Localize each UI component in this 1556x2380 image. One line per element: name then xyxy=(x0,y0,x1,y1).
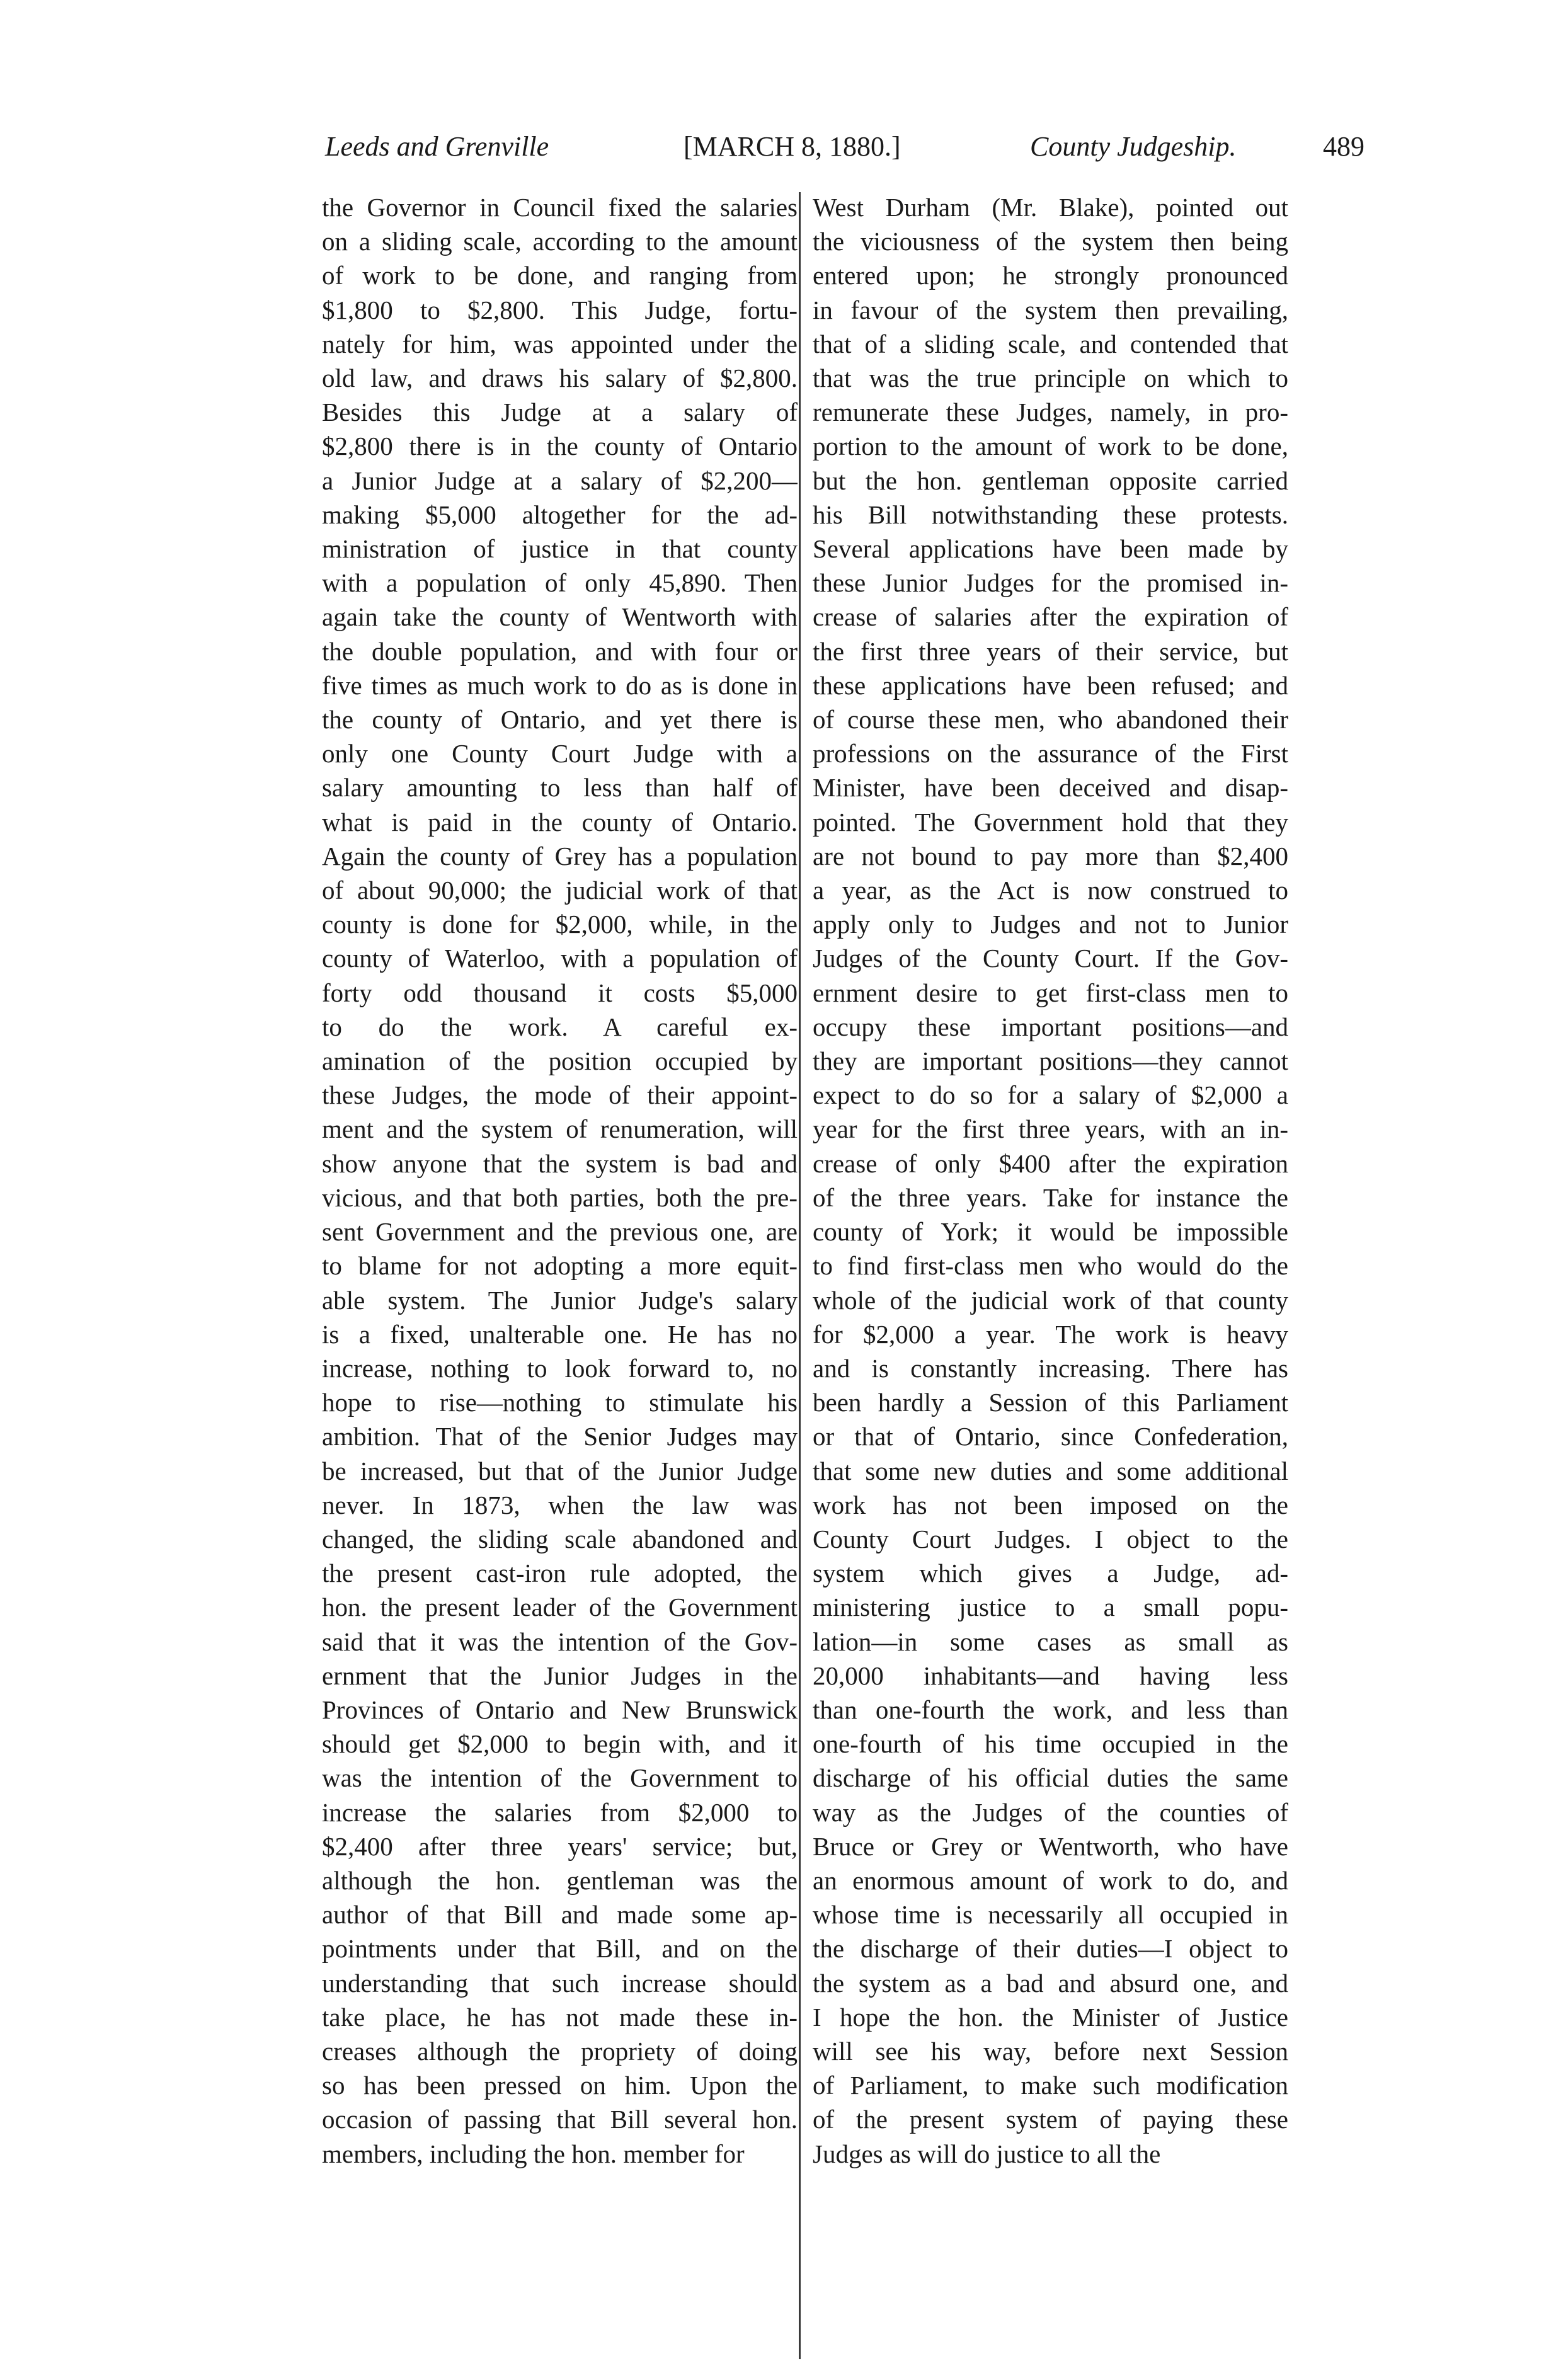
text-line: should get $2,000 to begin with, and it xyxy=(322,1729,798,1759)
text-line: the discharge of their duties—I object to xyxy=(813,1934,1288,1964)
page-number: 489 xyxy=(1323,131,1364,162)
text-line: ambition. That of the Senior Judges may xyxy=(322,1422,798,1451)
text-line: the first three years of their service, but xyxy=(813,636,1288,666)
text-line: making $5,000 altogether for the ad- xyxy=(322,500,798,529)
text-line: for $2,000 a year. The work is heavy xyxy=(813,1319,1288,1349)
text-line: 20,000 inhabitants—and having less xyxy=(813,1661,1288,1690)
text-line: so has been pressed on him. Upon the xyxy=(322,2071,798,2100)
text-line: pointed. The Government hold that they xyxy=(813,807,1288,837)
text-line: whole of the judicial work of that county xyxy=(813,1285,1288,1315)
text-line: author of that Bill and made some ap- xyxy=(322,1900,798,1930)
text-line: of work to be done, and ranging from xyxy=(322,261,798,290)
text-line: and is constantly increasing. There has xyxy=(813,1353,1288,1383)
text-line: hon. the present leader of the Government xyxy=(322,1593,798,1622)
text-line: of Parliament, to make such modification xyxy=(813,2071,1288,2100)
text-line: the county of Ontario, and yet there is xyxy=(322,705,798,735)
column-divider xyxy=(799,192,801,2359)
text-line: is a fixed, unalterable one. He has no xyxy=(322,1319,798,1349)
text-line: of the present system of paying these xyxy=(813,2105,1288,2134)
text-line: year for the first three years, with an in- xyxy=(813,1114,1288,1144)
text-line: take place, he has not made these in- xyxy=(322,2002,798,2032)
text-line: show anyone that the system is bad and xyxy=(322,1148,798,1178)
text-line: able system. The Junior Judge's salary xyxy=(322,1285,798,1315)
text-line: although the hon. gentleman was the xyxy=(322,1865,798,1895)
text-line: these Judges, the mode of their appoint- xyxy=(322,1080,798,1110)
text-line: to blame for not adopting a more equit- xyxy=(322,1251,798,1281)
text-line: portion to the amount of work to be done, xyxy=(813,432,1288,461)
text-line: increase the salaries from $2,000 to xyxy=(322,1797,798,1827)
text-line: will see his way, before next Session xyxy=(813,2036,1288,2066)
text-line: Judges of the County Court. If the Gov- xyxy=(813,944,1288,973)
text-line: never. In 1873, when the law was xyxy=(322,1490,798,1519)
running-head-left: Leeds and Grenville xyxy=(325,131,549,162)
text-line: that of a sliding scale, and contended that xyxy=(813,329,1288,358)
text-line: the double population, and with four or xyxy=(322,636,798,666)
text-line: a Junior Judge at a salary of $2,200— xyxy=(322,466,798,495)
text-line: County Court Judges. I object to the xyxy=(813,1524,1288,1553)
text-line: occasion of passing that Bill several hon. xyxy=(322,2105,798,2134)
text-line: ernment desire to get first-class men to xyxy=(813,978,1288,1007)
text-line: vicious, and that both parties, both the pre- xyxy=(322,1182,798,1212)
text-line: system which gives a Judge, ad- xyxy=(813,1559,1288,1588)
text-line: that some new duties and some additional xyxy=(813,1456,1288,1485)
text-line: lation—in some cases as small as xyxy=(813,1627,1288,1656)
text-line: changed, the sliding scale abandoned and xyxy=(322,1524,798,1553)
text-line: one-fourth of his time occupied in the xyxy=(813,1729,1288,1759)
text-line: they are important positions—they cannot xyxy=(813,1046,1288,1076)
text-line: members, including the hon. member for xyxy=(322,2139,745,2168)
text-line: discharge of his official duties the same xyxy=(813,1763,1288,1793)
text-line: again take the county of Wentworth with xyxy=(322,602,798,632)
text-line: in favour of the system then prevailing, xyxy=(813,295,1288,324)
text-line: been hardly a Session of this Parliament xyxy=(813,1388,1288,1417)
text-line: sent Government and the previous one, are xyxy=(322,1217,798,1247)
text-line: on a sliding scale, according to the amount xyxy=(322,227,798,256)
text-line: amination of the position occupied by xyxy=(322,1046,798,1076)
text-line: crease of only $400 after the expiration xyxy=(813,1148,1288,1178)
text-line: Again the county of Grey has a population xyxy=(322,841,798,871)
text-line: Minister, have been deceived and disap- xyxy=(813,773,1288,803)
text-line: but the hon. gentleman opposite carried xyxy=(813,466,1288,495)
text-line: only one County Court Judge with a xyxy=(322,739,798,769)
text-line: occupy these important positions—and xyxy=(813,1012,1288,1041)
text-line: $2,800 there is in the county of Ontario xyxy=(322,432,798,461)
text-line: the viciousness of the system then being xyxy=(813,227,1288,256)
text-line: I hope the hon. the Minister of Justice xyxy=(813,2002,1288,2032)
text-line: these Junior Judges for the promised in- xyxy=(813,568,1288,598)
text-line: old law, and draws his salary of $2,800. xyxy=(322,363,798,393)
text-line: with a population of only 45,890. Then xyxy=(322,568,798,598)
text-line: to find first-class men who would do the xyxy=(813,1251,1288,1281)
left-column xyxy=(322,190,798,2171)
text-line: county of Waterloo, with a population of xyxy=(322,944,798,973)
text-line: ment and the system of renumeration, will xyxy=(322,1114,798,1144)
text-line: that was the true principle on which to xyxy=(813,363,1288,393)
text-line: what is paid in the county of Ontario. xyxy=(322,807,798,837)
text-line: creases although the propriety of doing xyxy=(322,2036,798,2066)
text-line: his Bill notwithstanding these protests. xyxy=(813,500,1288,529)
text-line: entered upon; he strongly pronounced xyxy=(813,261,1288,290)
text-line: than one-fourth the work, and less than xyxy=(813,1695,1288,1724)
text-line: or that of Ontario, since Confederation, xyxy=(813,1422,1288,1451)
text-line: whose time is necessarily all occupied in xyxy=(813,1900,1288,1930)
text-line: Provinces of Ontario and New Brunswick xyxy=(322,1695,798,1724)
text-line: county is done for $2,000, while, in the xyxy=(322,910,798,939)
text-line: county of York; it would be impossible xyxy=(813,1217,1288,1247)
text-line: to do the work. A careful ex- xyxy=(322,1012,798,1041)
text-line: forty odd thousand it costs $5,000 xyxy=(322,978,798,1007)
text-line: professions on the assurance of the First xyxy=(813,739,1288,769)
text-line: salary amounting to less than half of xyxy=(322,773,798,803)
text-line: way as the Judges of the counties of xyxy=(813,1797,1288,1827)
text-line: Judges as will do justice to all the xyxy=(813,2139,1161,2168)
text-line: $2,400 after three years' service; but, xyxy=(322,1831,798,1861)
running-head-right: County Judgeship. xyxy=(1030,131,1237,162)
text-line: a year, as the Act is now construed to xyxy=(813,876,1288,905)
text-line: of course these men, who abandoned their xyxy=(813,705,1288,735)
text-line: understanding that such increase should xyxy=(322,1968,798,1998)
text-line: said that it was the intention of the Gov- xyxy=(322,1627,798,1656)
text-line: increase, nothing to look forward to, no xyxy=(322,1353,798,1383)
text-line: these applications have been refused; and xyxy=(813,670,1288,700)
text-line: of about 90,000; the judicial work of that xyxy=(322,876,798,905)
text-line: $1,800 to $2,800. This Judge, fortu- xyxy=(322,295,798,324)
text-line: Several applications have been made by xyxy=(813,534,1288,564)
text-line: nately for him, was appointed under the xyxy=(322,329,798,358)
text-line: was the intention of the Government to xyxy=(322,1763,798,1793)
text-line: pointments under that Bill, and on the xyxy=(322,1934,798,1964)
text-line: work has not been imposed on the xyxy=(813,1490,1288,1519)
text-line: apply only to Judges and not to Junior xyxy=(813,910,1288,939)
text-line: the present cast-iron rule adopted, the xyxy=(322,1559,798,1588)
running-head-date: [MARCH 8, 1880.] xyxy=(684,131,901,162)
text-line: five times as much work to do as is done in xyxy=(322,670,798,700)
text-line: of the three years. Take for instance the xyxy=(813,1182,1288,1212)
text-line: be increased, but that of the Junior Judge xyxy=(322,1456,798,1485)
text-line: ernment that the Junior Judges in the xyxy=(322,1661,798,1690)
page-header xyxy=(315,125,1386,169)
text-line: Bruce or Grey or Wentworth, who have xyxy=(813,1831,1288,1861)
text-line: an enormous amount of work to do, and xyxy=(813,1865,1288,1895)
text-line: are not bound to pay more than $2,400 xyxy=(813,841,1288,871)
text-line: ministering justice to a small popu- xyxy=(813,1593,1288,1622)
text-line: hope to rise—nothing to stimulate his xyxy=(322,1388,798,1417)
text-line: the system as a bad and absurd one, and xyxy=(813,1968,1288,1998)
text-line: West Durham (Mr. Blake), pointed out xyxy=(813,193,1288,222)
text-line: the Governor in Council fixed the salaries xyxy=(322,193,798,222)
text-line: Besides this Judge at a salary of xyxy=(322,398,798,427)
text-line: remunerate these Judges, namely, in pro- xyxy=(813,398,1288,427)
text-line: expect to do so for a salary of $2,000 a xyxy=(813,1080,1288,1110)
right-column xyxy=(813,190,1288,2171)
text-line: crease of salaries after the expiration of xyxy=(813,602,1288,632)
text-line: ministration of justice in that county xyxy=(322,534,798,564)
